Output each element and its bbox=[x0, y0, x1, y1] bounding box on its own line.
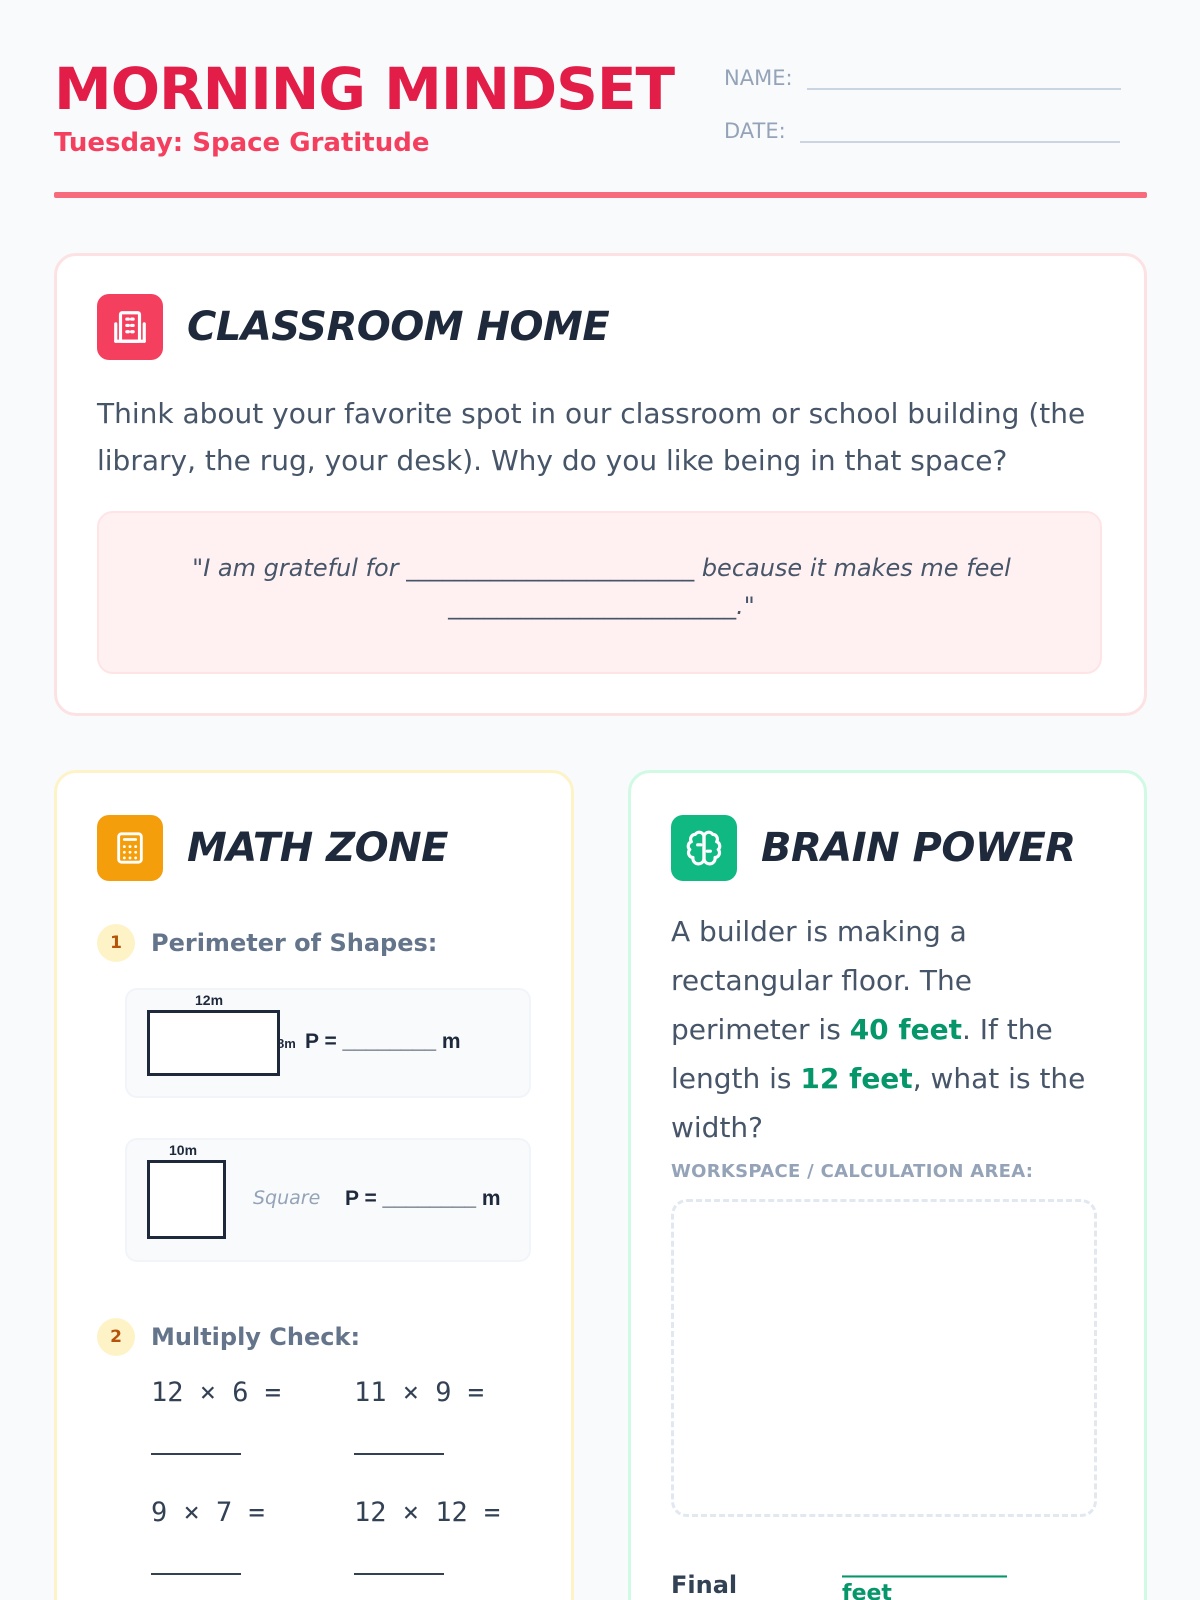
highlight-perimeter: 40 feet bbox=[849, 1013, 962, 1046]
brain-card-header bbox=[671, 815, 1076, 881]
math-card-title: MATH ZONE bbox=[187, 825, 448, 871]
step-number-badge: 2 bbox=[97, 1318, 135, 1356]
name-label: NAME: bbox=[724, 66, 793, 90]
brain-card-title: BRAIN POWER bbox=[761, 825, 1076, 871]
problem-text: . If the length is bbox=[671, 1013, 1053, 1095]
brain-icon bbox=[671, 815, 737, 881]
rectangle-problem bbox=[125, 988, 531, 1098]
multiply-problem-3: 9 × 7 = bbox=[151, 1497, 265, 1528]
classroom-card-header bbox=[97, 294, 609, 360]
worksheet-subtitle: Tuesday: Space Gratitude bbox=[54, 128, 430, 158]
highlight-length: 12 feet bbox=[800, 1062, 913, 1095]
square-shape bbox=[147, 1160, 226, 1239]
building-icon bbox=[97, 294, 163, 360]
gratitude-sentence-box[interactable] bbox=[97, 511, 1102, 674]
workspace-label: WORKSPACE / CALCULATION AREA: bbox=[671, 1161, 1034, 1182]
step-number-badge: 1 bbox=[97, 924, 135, 962]
classroom-prompt: Think about your favorite spot in our classroom or school building (the library, the rug, your desk). Why do you like being in that space? bbox=[97, 397, 1086, 477]
multiply-answer-line[interactable] bbox=[151, 1573, 241, 1575]
multiply-problem-4: 12 × 12 = bbox=[354, 1497, 501, 1528]
step-label: Perimeter of Shapes: bbox=[151, 929, 438, 957]
calculator-icon bbox=[97, 815, 163, 881]
problem-text: A builder is making a rectangular floor. The perimeter is bbox=[671, 915, 972, 1046]
math-step-1 bbox=[97, 924, 437, 962]
math-zone-card bbox=[54, 770, 574, 1600]
square-perimeter-answer[interactable]: P = ________ m bbox=[345, 1187, 501, 1210]
worksheet-title: MORNING MINDSET bbox=[54, 55, 675, 123]
rectangle-perimeter-answer[interactable]: P = ________ m bbox=[305, 1030, 461, 1053]
multiply-problem-1: 12 × 6 = bbox=[151, 1377, 282, 1408]
multiply-answer-line[interactable] bbox=[354, 1453, 444, 1455]
date-line[interactable] bbox=[800, 119, 1120, 143]
rectangle-height-label: 8m bbox=[277, 1036, 296, 1051]
workspace-area[interactable] bbox=[671, 1199, 1097, 1517]
square-side-label: 10m bbox=[169, 1142, 198, 1158]
header-divider bbox=[54, 192, 1147, 198]
name-line[interactable] bbox=[807, 66, 1121, 90]
problem-text: , what is the width? bbox=[671, 1062, 1086, 1144]
name-field[interactable] bbox=[724, 66, 1121, 90]
multiply-answer-line[interactable] bbox=[354, 1573, 444, 1575]
math-step-2 bbox=[97, 1318, 360, 1356]
classroom-card-title: CLASSROOM HOME bbox=[187, 304, 610, 350]
step-label: Multiply Check: bbox=[151, 1323, 361, 1351]
square-problem bbox=[125, 1138, 531, 1262]
word-problem bbox=[671, 907, 1111, 1152]
final-answer-label: Final bbox=[671, 1571, 738, 1599]
worksheet-header bbox=[54, 56, 1147, 200]
gratitude-sentence bbox=[139, 549, 1064, 625]
square-note: Square bbox=[253, 1187, 321, 1209]
sentence-line-2: ________________________." bbox=[448, 592, 755, 620]
sentence-line-1: "I am grateful for ________________________ because it makes me feel bbox=[192, 554, 1011, 582]
classroom-home-card bbox=[54, 253, 1147, 716]
date-field[interactable] bbox=[724, 119, 1120, 143]
final-answer-line[interactable]: _______________ bbox=[842, 1553, 1007, 1578]
multiply-problem-2: 11 × 9 = bbox=[354, 1377, 485, 1408]
rectangle-shape bbox=[147, 1010, 280, 1076]
brain-power-card bbox=[628, 770, 1147, 1600]
final-answer-unit: feet bbox=[842, 1581, 892, 1600]
rectangle-width-label: 12m bbox=[195, 992, 224, 1008]
multiply-answer-line[interactable] bbox=[151, 1453, 241, 1455]
math-card-header bbox=[97, 815, 448, 881]
date-label: DATE: bbox=[724, 119, 786, 143]
